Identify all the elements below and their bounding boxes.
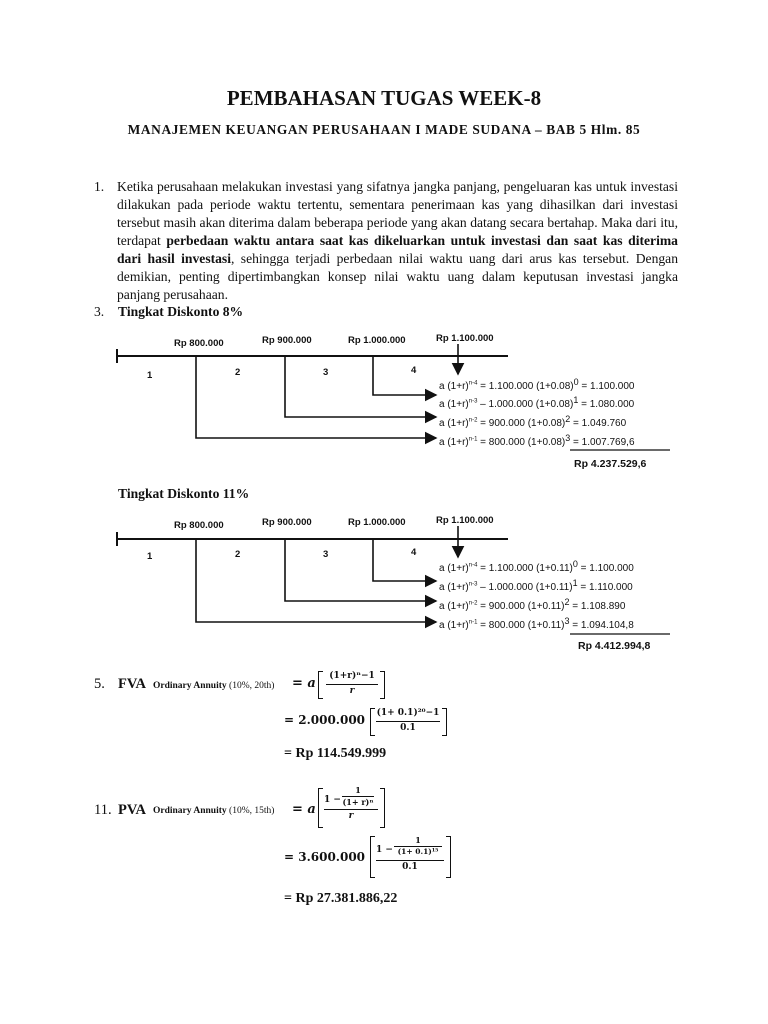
fraction-line bbox=[376, 860, 444, 861]
timeline-diagram-11 bbox=[100, 512, 680, 662]
answer-1-text-a: Ketika perusahaan melakukan investasi yang sifatnya jangka panjang, pengeluaran kas untuk investasi dilakukan pada periode waktu tertentu, sementara penerimaan kas yang dihasilkan dari investasi tersebut masih akan diterima dalam beberapa periode yang akan datang secara bertahap. Maka dari itu, terdapat bbox=[117, 179, 678, 248]
bracket-right bbox=[380, 671, 385, 699]
pva-one-minus: 1 − bbox=[324, 795, 341, 805]
fva-denominator-2: 0.1 bbox=[400, 723, 416, 733]
cashflow-label: Rp 900.000 bbox=[262, 335, 312, 346]
answer-11-number: 11. bbox=[94, 802, 112, 818]
page-subtitle: MANAJEMEN KEUANGAN PERUSAHAAN I MADE SUDANA – BAB 5 Hlm. 85 bbox=[127, 122, 641, 137]
answer-3-number: 3. bbox=[94, 304, 105, 319]
fva-equals-value: = 2.000.000 bbox=[284, 713, 366, 727]
cashflow-label: Rp 1.000.000 bbox=[348, 335, 406, 346]
pva-equals-value: = 3.600.000 bbox=[284, 850, 366, 864]
bracket-left bbox=[370, 836, 375, 878]
calc-row: a $(1+r)^{n-4} = 1.100.000$ (1+0.11)0 = 1.100.000 bbox=[439, 559, 634, 574]
cashflow-label: Rp 800.000 bbox=[174, 520, 224, 531]
discount-8-label: Tingkat Diskonto 8% bbox=[118, 304, 244, 319]
answer-1 bbox=[94, 178, 678, 304]
bracket-left bbox=[318, 671, 323, 699]
calc-row: a $(1+r)^{n-3} - 1.000.000$ (1+0.11)1 = 1.110.000 bbox=[439, 578, 633, 593]
bracket-right bbox=[380, 788, 385, 828]
bracket-right bbox=[442, 708, 447, 736]
fraction-line bbox=[376, 721, 440, 722]
timeline-diagram-8 bbox=[100, 330, 680, 480]
calc-row: a $(1+r)^{n-1} = 800.000$ (1+0.11)3 = 1.094.104,8 bbox=[439, 616, 634, 631]
pva-equals-a: = a bbox=[292, 802, 316, 817]
answer-5-number: 5. bbox=[94, 676, 105, 692]
calc-row: a $(1+r)^{n-3} - 1.000.000$ (1+0.08)1 = 1.080.000 bbox=[439, 395, 635, 410]
fraction-line bbox=[324, 809, 378, 810]
pva-denominator-2: 0.1 bbox=[402, 862, 418, 872]
pva-label: PVA bbox=[118, 802, 146, 818]
period-label: 3 bbox=[323, 549, 329, 560]
calc-row: a $(1+r)^{n-2} = 900.000$ (1+0.11)2 = 1.108.890 bbox=[439, 597, 626, 612]
fraction-line bbox=[326, 684, 378, 685]
pva-denominator: r bbox=[348, 811, 354, 821]
total-8: Rp 4.237.529,6 bbox=[574, 458, 647, 470]
cashflow-label: Rp 1.000.000 bbox=[348, 517, 406, 528]
answer-1-text bbox=[117, 178, 678, 304]
fva-result: = Rp 114.549.999 bbox=[284, 746, 387, 761]
period-label: 2 bbox=[235, 549, 241, 560]
cashflow-label: Rp 1.100.000 bbox=[436, 515, 494, 526]
bracket-right bbox=[446, 836, 451, 878]
bracket-left bbox=[318, 788, 323, 828]
discount-11-label: Tingkat Diskonto 11% bbox=[118, 486, 250, 501]
cashflow-label: Rp 1.100.000 bbox=[436, 333, 494, 344]
fva-equals-a: = a bbox=[292, 676, 316, 691]
pva-subscript: Ordinary Annuity (10%, 15th) bbox=[153, 806, 275, 816]
period-label: 4 bbox=[411, 365, 417, 376]
pva-inner-denominator: (1+ r)ⁿ bbox=[342, 797, 374, 807]
calc-row: a $(1+r)^{n-1} = 800.000$ (1+0.08)3 = 1.007.769,6 bbox=[439, 433, 635, 448]
pva-result: = Rp 27.381.886,22 bbox=[284, 891, 398, 906]
fva-numerator: (1+r)ⁿ−1 bbox=[329, 671, 375, 681]
period-3-arrow bbox=[373, 539, 436, 581]
period-label: 4 bbox=[411, 547, 417, 558]
period-1-arrow bbox=[196, 356, 436, 438]
cashflow-label: Rp 900.000 bbox=[262, 517, 312, 528]
answer-1-number: 1. bbox=[94, 179, 105, 194]
answer-1-text-bold: perbedaan waktu antara saat kas dikeluarkan untuk investasi dan saat kas diterima dari hasil investasi bbox=[117, 233, 678, 266]
period-label: 2 bbox=[235, 367, 241, 378]
answer-1-text-b: , sehingga terjadi perbedaan nilai waktu uang dari arus kas tersebut. Dengan demikian, penting dipertimbangkan konsep nilai waktu uang dalam keputusan investasi jangka panjang perusahaan. bbox=[117, 251, 678, 302]
pva-inner-numerator-2: 1 bbox=[415, 835, 421, 845]
pva-one-minus-2: 1 − bbox=[376, 845, 393, 855]
pva-inner-denominator-2: (1+ 0.1)¹⁵ bbox=[397, 847, 439, 856]
period-label: 1 bbox=[147, 370, 153, 381]
fva-denominator: r bbox=[349, 686, 355, 696]
calc-row: a $(1+r)^{n-4} = 1.100.000$ (1+0.08)0 = 1.100.000 bbox=[439, 377, 635, 392]
cashflow-label: Rp 800.000 bbox=[174, 338, 224, 349]
fva-subscript: Ordinary Annuity (10%, 20th) bbox=[153, 681, 275, 691]
total-11: Rp 4.412.994,8 bbox=[578, 640, 651, 652]
period-label: 3 bbox=[323, 367, 329, 378]
calc-row: a $(1+r)^{n-2} = 900.000$ (1+0.08)2 = 1.049.760 bbox=[439, 414, 627, 429]
period-label: 1 bbox=[147, 551, 153, 562]
fva-label: FVA bbox=[118, 676, 146, 692]
period-3-arrow bbox=[373, 356, 436, 395]
pva-inner-numerator: 1 bbox=[355, 785, 361, 795]
page-title: PEMBAHASAN TUGAS WEEK-8 bbox=[226, 86, 542, 110]
fva-numerator-2: (1+ 0.1)²⁰−1 bbox=[376, 708, 440, 718]
